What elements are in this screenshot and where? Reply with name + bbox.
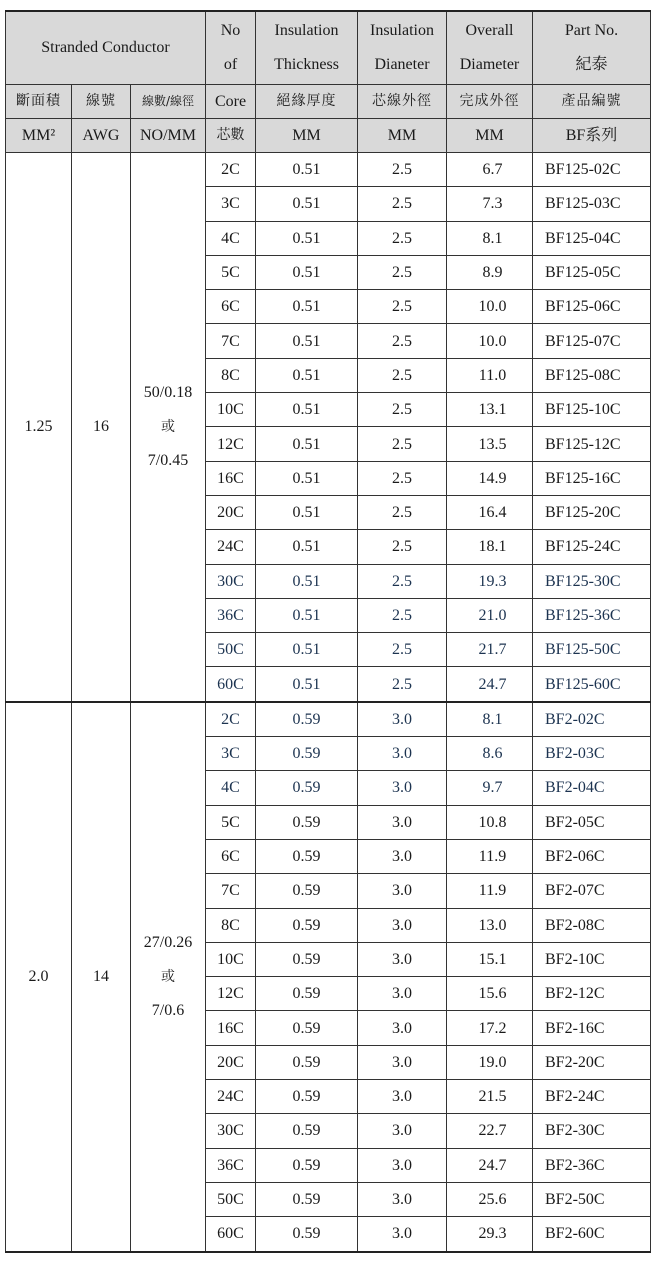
part-number: BF2-10C <box>533 942 651 976</box>
insulation-diameter: 3.0 <box>358 908 447 942</box>
header-text: Insulation <box>274 22 339 39</box>
core-count: 6C <box>206 290 256 324</box>
insulation-diameter: 2.5 <box>358 324 447 358</box>
core-count: 7C <box>206 324 256 358</box>
part-number: BF125-08C <box>533 358 651 392</box>
core-count: 30C <box>206 564 256 598</box>
header-part-no <box>533 11 651 85</box>
overall-diameter: 8.9 <box>447 255 533 289</box>
header-unit: MM <box>358 119 447 153</box>
part-number: BF125-06C <box>533 290 651 324</box>
insulation-thickness: 0.59 <box>256 805 358 839</box>
insulation-diameter: 3.0 <box>358 874 447 908</box>
insulation-thickness: 0.51 <box>256 667 358 702</box>
overall-diameter: 18.1 <box>447 530 533 564</box>
part-number: BF2-08C <box>533 908 651 942</box>
header-cn-label: 絕緣厚度 <box>256 85 358 119</box>
header-cn-label: 完成外徑 <box>447 85 533 119</box>
insulation-thickness: 0.51 <box>256 461 358 495</box>
core-count: 30C <box>206 1114 256 1148</box>
insulation-diameter: 2.5 <box>358 598 447 632</box>
overall-diameter: 11.9 <box>447 874 533 908</box>
overall-diameter: 8.1 <box>447 702 533 737</box>
insulation-diameter: 2.5 <box>358 187 447 221</box>
core-count: 10C <box>206 942 256 976</box>
insulation-diameter: 2.5 <box>358 633 447 667</box>
insulation-diameter: 2.5 <box>358 221 447 255</box>
table-row <box>6 702 651 737</box>
insulation-diameter: 3.0 <box>358 702 447 737</box>
part-number: BF2-02C <box>533 702 651 737</box>
strand-spec-line: 或 <box>161 418 175 435</box>
header-unit: BF系列 <box>533 119 651 153</box>
insulation-thickness: 0.51 <box>256 564 358 598</box>
insulation-thickness: 0.59 <box>256 1080 358 1114</box>
insulation-thickness: 0.59 <box>256 702 358 737</box>
insulation-thickness: 0.51 <box>256 393 358 427</box>
insulation-thickness: 0.51 <box>256 598 358 632</box>
overall-diameter: 25.6 <box>447 1182 533 1216</box>
header-cn-label: 線數/線徑 <box>131 85 206 119</box>
part-number: BF125-60C <box>533 667 651 702</box>
core-count: 3C <box>206 737 256 771</box>
core-count: 8C <box>206 358 256 392</box>
overall-diameter: 9.7 <box>447 771 533 805</box>
insulation-diameter: 3.0 <box>358 942 447 976</box>
overall-diameter: 24.7 <box>447 667 533 702</box>
core-count: 16C <box>206 1011 256 1045</box>
overall-diameter: 29.3 <box>447 1217 533 1252</box>
awg-value: 16 <box>72 153 131 702</box>
overall-diameter: 19.3 <box>447 564 533 598</box>
overall-diameter: 10.0 <box>447 290 533 324</box>
core-count: 2C <box>206 702 256 737</box>
header-text: Insulation <box>370 22 434 39</box>
strand-spec-line: 或 <box>161 968 175 985</box>
insulation-diameter: 2.5 <box>358 461 447 495</box>
insulation-diameter: 3.0 <box>358 1011 447 1045</box>
header-text: No <box>220 22 241 39</box>
part-number: BF2-07C <box>533 874 651 908</box>
core-count: 3C <box>206 187 256 221</box>
insulation-diameter: 3.0 <box>358 977 447 1011</box>
insulation-thickness: 0.51 <box>256 427 358 461</box>
header-text: Dianeter <box>374 56 430 73</box>
core-count: 50C <box>206 1182 256 1216</box>
core-count: 10C <box>206 393 256 427</box>
core-count: 4C <box>206 771 256 805</box>
cable-spec-table <box>5 10 651 1253</box>
insulation-thickness: 0.59 <box>256 1011 358 1045</box>
header-text: Part No. <box>564 22 619 39</box>
insulation-thickness: 0.59 <box>256 908 358 942</box>
core-count: 36C <box>206 598 256 632</box>
header-cn-label: 產品編號 <box>533 85 651 119</box>
core-count: 12C <box>206 977 256 1011</box>
core-count: 5C <box>206 255 256 289</box>
header-unit: MM² <box>6 119 72 153</box>
part-number: BF2-20C <box>533 1045 651 1079</box>
part-number: BF125-05C <box>533 255 651 289</box>
insulation-thickness: 0.59 <box>256 839 358 873</box>
core-count: 2C <box>206 153 256 187</box>
header-overall-diameter <box>447 11 533 85</box>
part-number: BF2-50C <box>533 1182 651 1216</box>
part-number: BF125-07C <box>533 324 651 358</box>
overall-diameter: 15.6 <box>447 977 533 1011</box>
insulation-diameter: 3.0 <box>358 1148 447 1182</box>
insulation-diameter: 3.0 <box>358 1114 447 1148</box>
insulation-diameter: 3.0 <box>358 839 447 873</box>
header-cn-label: 線號 <box>72 85 131 119</box>
strand-spec-line: 27/0.26 <box>143 933 193 951</box>
overall-diameter: 11.0 <box>447 358 533 392</box>
header-text: Overall <box>465 22 514 39</box>
part-number: BF2-60C <box>533 1217 651 1252</box>
part-number: BF125-12C <box>533 427 651 461</box>
header-insulation-thickness <box>256 11 358 85</box>
strand-spec-line: 50/0.18 <box>143 383 193 401</box>
overall-diameter: 6.7 <box>447 153 533 187</box>
awg-value: 14 <box>72 702 131 1252</box>
insulation-thickness: 0.59 <box>256 1182 358 1216</box>
overall-diameter: 13.0 <box>447 908 533 942</box>
part-number: BF125-50C <box>533 633 651 667</box>
header-unit: 芯數 <box>206 119 256 153</box>
overall-diameter: 11.9 <box>447 839 533 873</box>
insulation-diameter: 2.5 <box>358 495 447 529</box>
overall-diameter: 8.1 <box>447 221 533 255</box>
overall-diameter: 13.1 <box>447 393 533 427</box>
part-number: BF125-10C <box>533 393 651 427</box>
overall-diameter: 22.7 <box>447 1114 533 1148</box>
overall-diameter: 21.7 <box>447 633 533 667</box>
overall-diameter: 15.1 <box>447 942 533 976</box>
insulation-thickness: 0.59 <box>256 737 358 771</box>
core-count: 36C <box>206 1148 256 1182</box>
part-number: BF125-24C <box>533 530 651 564</box>
table-header <box>6 11 651 153</box>
header-cn-label: 斷面積 <box>6 85 72 119</box>
overall-diameter: 14.9 <box>447 461 533 495</box>
insulation-thickness: 0.51 <box>256 290 358 324</box>
header-text: of <box>223 56 238 73</box>
header-no-of-core <box>206 11 256 85</box>
insulation-thickness: 0.51 <box>256 153 358 187</box>
part-number: BF2-06C <box>533 839 651 873</box>
insulation-diameter: 2.5 <box>358 427 447 461</box>
overall-diameter: 17.2 <box>447 1011 533 1045</box>
insulation-diameter: 3.0 <box>358 771 447 805</box>
insulation-diameter: 2.5 <box>358 290 447 324</box>
insulation-thickness: 0.59 <box>256 977 358 1011</box>
header-text: Diameter <box>459 56 520 73</box>
part-number: BF2-03C <box>533 737 651 771</box>
core-count: 8C <box>206 908 256 942</box>
overall-diameter: 7.3 <box>447 187 533 221</box>
overall-diameter: 24.7 <box>447 1148 533 1182</box>
insulation-thickness: 0.59 <box>256 874 358 908</box>
core-count: 24C <box>206 530 256 564</box>
overall-diameter: 21.0 <box>447 598 533 632</box>
part-number: BF2-12C <box>533 977 651 1011</box>
insulation-diameter: 3.0 <box>358 1182 447 1216</box>
part-number: BF125-02C <box>533 153 651 187</box>
cross-section-area: 1.25 <box>6 153 72 702</box>
insulation-diameter: 3.0 <box>358 1217 447 1252</box>
insulation-thickness: 0.51 <box>256 530 358 564</box>
part-number: BF2-05C <box>533 805 651 839</box>
overall-diameter: 10.0 <box>447 324 533 358</box>
table-row <box>6 153 651 187</box>
insulation-thickness: 0.59 <box>256 1148 358 1182</box>
strand-spec <box>131 153 206 702</box>
insulation-thickness: 0.51 <box>256 255 358 289</box>
part-number: BF2-04C <box>533 771 651 805</box>
table-body <box>6 153 651 1252</box>
core-count: 16C <box>206 461 256 495</box>
insulation-thickness: 0.59 <box>256 1217 358 1252</box>
insulation-diameter: 2.5 <box>358 153 447 187</box>
insulation-diameter: 3.0 <box>358 1080 447 1114</box>
part-number: BF125-03C <box>533 187 651 221</box>
core-count: 50C <box>206 633 256 667</box>
part-number: BF2-24C <box>533 1080 651 1114</box>
part-number: BF125-04C <box>533 221 651 255</box>
insulation-diameter: 2.5 <box>358 530 447 564</box>
core-count: 6C <box>206 839 256 873</box>
part-number: BF125-20C <box>533 495 651 529</box>
header-unit: NO/MM <box>131 119 206 153</box>
header-text: 紀泰 <box>575 56 608 73</box>
insulation-thickness: 0.51 <box>256 221 358 255</box>
header-no-of-core-core: Core <box>206 85 256 119</box>
core-count: 24C <box>206 1080 256 1114</box>
core-count: 4C <box>206 221 256 255</box>
insulation-thickness: 0.51 <box>256 358 358 392</box>
core-count: 12C <box>206 427 256 461</box>
overall-diameter: 21.5 <box>447 1080 533 1114</box>
insulation-thickness: 0.51 <box>256 495 358 529</box>
insulation-diameter: 2.5 <box>358 393 447 427</box>
strand-spec-line: 7/0.6 <box>151 1001 185 1019</box>
header-unit: MM <box>447 119 533 153</box>
header-unit: MM <box>256 119 358 153</box>
part-number: BF125-36C <box>533 598 651 632</box>
part-number: BF125-30C <box>533 564 651 598</box>
core-count: 60C <box>206 667 256 702</box>
cross-section-area: 2.0 <box>6 702 72 1252</box>
insulation-thickness: 0.51 <box>256 324 358 358</box>
overall-diameter: 10.8 <box>447 805 533 839</box>
core-count: 5C <box>206 805 256 839</box>
insulation-diameter: 2.5 <box>358 564 447 598</box>
core-count: 20C <box>206 495 256 529</box>
part-number: BF2-30C <box>533 1114 651 1148</box>
insulation-diameter: 3.0 <box>358 1045 447 1079</box>
insulation-thickness: 0.51 <box>256 633 358 667</box>
core-count: 60C <box>206 1217 256 1252</box>
overall-diameter: 16.4 <box>447 495 533 529</box>
spec-table-container <box>5 10 650 1253</box>
core-count: 7C <box>206 874 256 908</box>
header-unit: AWG <box>72 119 131 153</box>
overall-diameter: 19.0 <box>447 1045 533 1079</box>
insulation-thickness: 0.59 <box>256 942 358 976</box>
insulation-diameter: 2.5 <box>358 667 447 702</box>
insulation-diameter: 2.5 <box>358 255 447 289</box>
insulation-thickness: 0.59 <box>256 771 358 805</box>
strand-spec <box>131 702 206 1252</box>
insulation-thickness: 0.59 <box>256 1114 358 1148</box>
insulation-diameter: 3.0 <box>358 737 447 771</box>
part-number: BF2-36C <box>533 1148 651 1182</box>
part-number: BF125-16C <box>533 461 651 495</box>
strand-spec-line: 7/0.45 <box>147 451 189 469</box>
header-stranded-conductor: Stranded Conductor <box>6 11 206 85</box>
part-number: BF2-16C <box>533 1011 651 1045</box>
insulation-diameter: 3.0 <box>358 805 447 839</box>
header-insulation-diameter <box>358 11 447 85</box>
insulation-thickness: 0.59 <box>256 1045 358 1079</box>
header-text: Thickness <box>274 56 339 73</box>
insulation-diameter: 2.5 <box>358 358 447 392</box>
overall-diameter: 13.5 <box>447 427 533 461</box>
overall-diameter: 8.6 <box>447 737 533 771</box>
insulation-thickness: 0.51 <box>256 187 358 221</box>
header-cn-label: 芯線外徑 <box>358 85 447 119</box>
core-count: 20C <box>206 1045 256 1079</box>
